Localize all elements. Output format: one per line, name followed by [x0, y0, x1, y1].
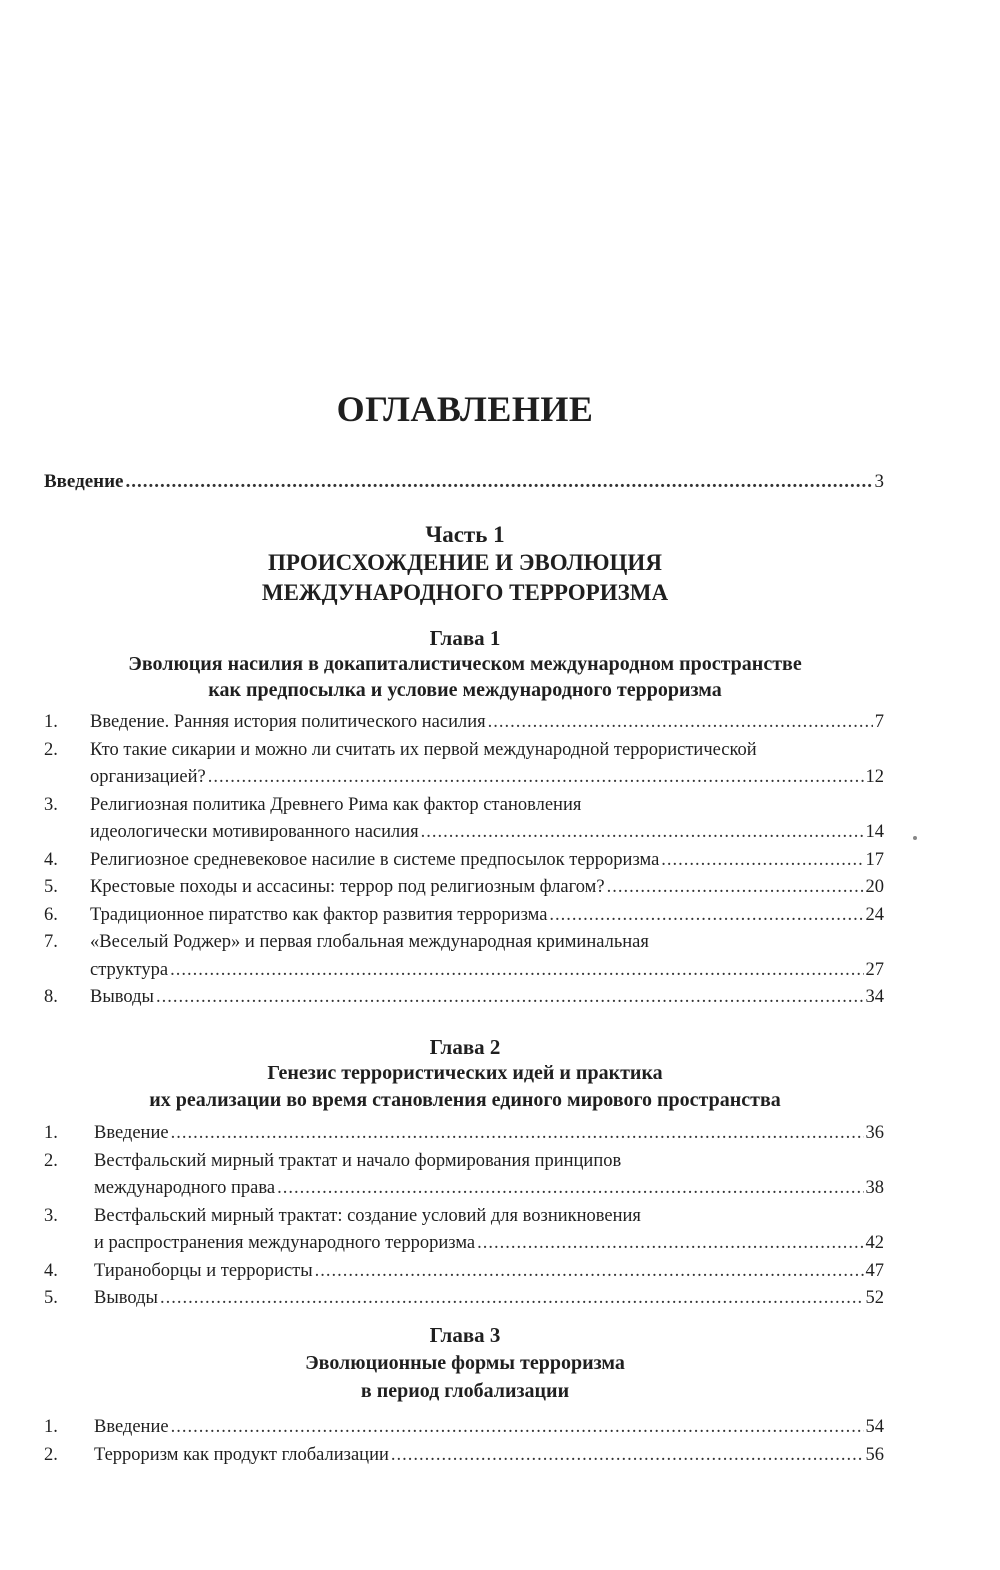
entry-text: Введение. Ранняя история политического насилия: [90, 712, 486, 732]
entry-text: организацией?: [90, 767, 206, 787]
dot-leader: [171, 1120, 864, 1148]
part-label: Часть 1: [425, 522, 505, 547]
dot-leader: [391, 1442, 864, 1470]
toc-entry: [44, 929, 884, 984]
entry-number: 1.: [44, 712, 58, 732]
entry-page: 12: [865, 767, 884, 787]
entry-page: 54: [865, 1417, 884, 1437]
chapter-1-title-line1: Эволюция насилия в докапиталистическом международном пространстве: [128, 653, 802, 675]
entry-page: 24: [865, 904, 884, 925]
entry-text: Традиционное пиратство как фактор развития терроризма: [90, 904, 548, 925]
entry-page: 14: [865, 822, 884, 842]
entry-page: 27: [865, 959, 884, 980]
entry-text: Введение: [94, 1417, 169, 1437]
entry-text: Крестовые походы и ассасины: террор под религиозным флагом?: [90, 877, 605, 897]
entry-page: 20: [865, 877, 884, 897]
toc-entry: [44, 1285, 884, 1313]
chapter-2-label: Глава 2: [429, 1035, 501, 1059]
toc-entry: [44, 847, 884, 875]
toc-entry: [44, 1258, 884, 1286]
toc-entry: [44, 1148, 884, 1203]
dot-leader: [488, 709, 873, 737]
dot-leader: [549, 902, 863, 930]
part-title-line1: ПРОИСХОЖДЕНИЕ И ЭВОЛЮЦИЯ: [268, 550, 662, 575]
dot-leader: [208, 764, 864, 792]
entry-text: «Веселый Роджер» и первая глобальная международная криминальная: [90, 932, 649, 952]
entry-text: структура: [90, 959, 169, 980]
entry-text: международного права: [94, 1178, 276, 1198]
entry-page: 52: [865, 1288, 884, 1308]
toc-entry: [44, 874, 884, 902]
entry-number: 4.: [44, 849, 58, 870]
entry-number: 6.: [44, 904, 58, 925]
entry-number: 5.: [44, 1288, 58, 1308]
chapter-1-title-line2: как предпосылка и условие международного терроризма: [208, 679, 722, 701]
entry-page: 47: [865, 1260, 884, 1281]
toc-entry: [44, 1203, 884, 1258]
toc-entry: [44, 792, 884, 847]
dot-leader: [607, 874, 864, 902]
entry-text: Тираноборцы и террористы: [94, 1260, 313, 1281]
entry-text: Выводы: [94, 1288, 158, 1308]
entry-number: 7.: [44, 932, 58, 952]
chapter-2-title-line1: Генезис террористических идей и практика: [267, 1062, 663, 1084]
entry-text: идеологически мотивированного насилия: [90, 822, 419, 842]
dot-leader: [421, 819, 864, 847]
entry-number: 2.: [44, 1444, 58, 1465]
chapter-3-title-line1: Эволюционные формы терроризма: [305, 1352, 625, 1374]
entry-page: 7: [874, 712, 884, 732]
entry-number: 8.: [44, 987, 58, 1007]
entry-text: и распространения международного терроризма: [94, 1233, 476, 1253]
toc-entry: [44, 1414, 884, 1442]
entry-number: 3.: [44, 1205, 58, 1226]
entry-number: 1.: [44, 1123, 58, 1143]
entry-page: 17: [865, 849, 884, 870]
toc-intro-page: 3: [874, 471, 884, 492]
chapter-3-title-line2: в период глобализации: [360, 1380, 570, 1402]
dot-leader: [156, 984, 864, 1012]
entry-number: 2.: [44, 739, 58, 760]
entry-page: 34: [865, 987, 884, 1007]
entry-text: Религиозная политика Древнего Рима как фактор становления: [90, 794, 582, 815]
chapter-1-entries: [44, 709, 884, 1012]
entry-text: Выводы: [90, 987, 154, 1007]
chapter-3-entries: [44, 1414, 884, 1469]
entry-text: Терроризм как продукт глобализации: [94, 1444, 389, 1465]
entry-number: 4.: [44, 1260, 58, 1281]
entry-text: Введение: [94, 1123, 169, 1143]
dot-leader: [477, 1230, 863, 1258]
dot-leader: [126, 468, 873, 496]
toc-intro: [44, 468, 884, 496]
toc-entry: [44, 737, 884, 792]
dot-leader: [160, 1285, 864, 1313]
entry-page: 38: [865, 1178, 884, 1198]
toc-entry: [44, 709, 884, 737]
entry-text: Вестфальский мирный трактат и начало формирования принципов: [94, 1150, 622, 1171]
entry-number: 1.: [44, 1417, 58, 1437]
chapter-3-label: Глава 3: [429, 1323, 501, 1347]
entry-text: Вестфальский мирный трактат: создание условий для возникновения: [94, 1205, 641, 1226]
toc-entry: [44, 1120, 884, 1148]
dot-leader: [171, 1414, 864, 1442]
dot-leader: [277, 1175, 863, 1203]
dot-leader: [170, 957, 863, 985]
scan-speck: [913, 836, 917, 840]
entry-page: 36: [865, 1123, 884, 1143]
part-title-line2: МЕЖДУНАРОДНОГО ТЕРРОРИЗМА: [261, 580, 669, 605]
toc-entry: [44, 902, 884, 930]
entry-page: 42: [865, 1233, 884, 1253]
dot-leader: [315, 1258, 864, 1286]
entry-number: 2.: [44, 1150, 58, 1171]
entry-number: 5.: [44, 877, 58, 897]
page-title: ОГЛАВЛЕНИЕ: [336, 389, 594, 429]
chapter-1-label: Глава 1: [429, 626, 501, 650]
entry-number: 3.: [44, 794, 58, 815]
toc-entry: [44, 1442, 884, 1470]
chapter-2-title-line2: их реализации во время становления единого мирового пространства: [149, 1089, 781, 1111]
entry-page: 56: [865, 1444, 884, 1465]
toc-intro-label: Введение: [44, 471, 124, 492]
dot-leader: [661, 847, 863, 875]
entry-text: Кто такие сикарии и можно ли считать их первой международной террористической: [90, 739, 757, 760]
toc-entry: [44, 984, 884, 1012]
entry-text: Религиозное средневековое насилие в системе предпосылок терроризма: [90, 849, 660, 870]
chapter-2-entries: [44, 1120, 884, 1313]
